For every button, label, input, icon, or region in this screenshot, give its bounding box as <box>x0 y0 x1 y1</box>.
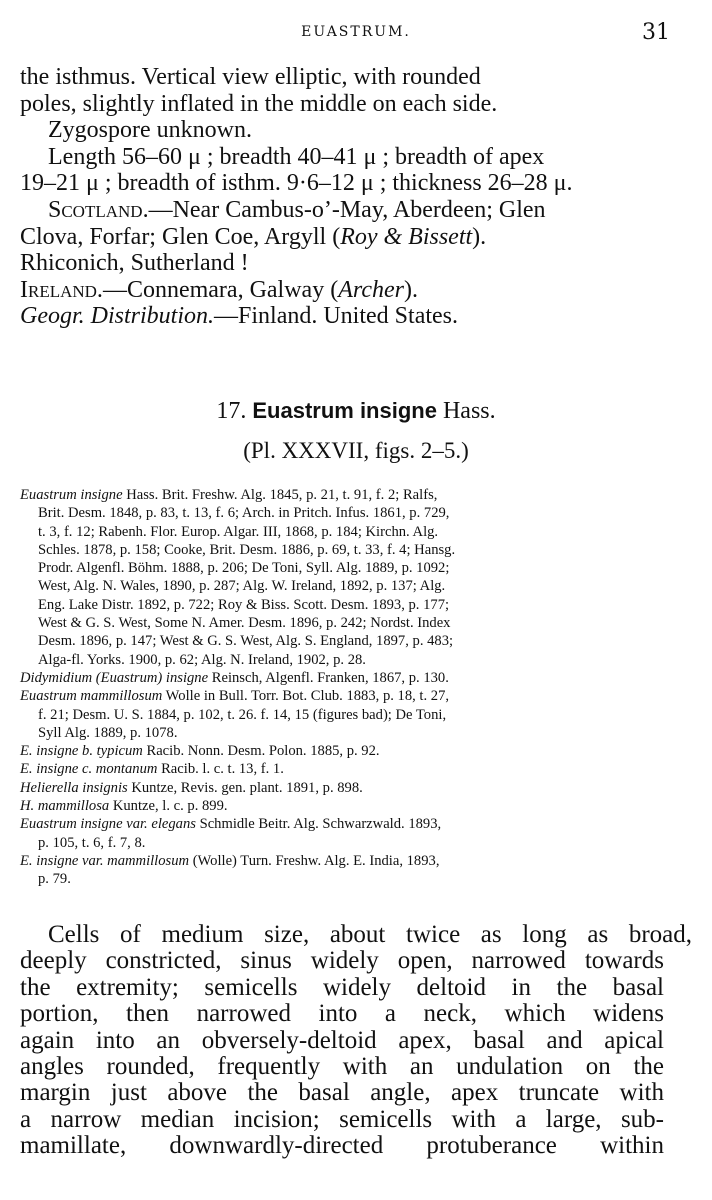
text-line: again into an obversely-deltoid apex, basal and apical <box>20 1026 664 1054</box>
species-name: Euastrum insigne <box>252 398 437 423</box>
text-line: the isthmus. Vertical view elliptic, with rounded <box>20 64 481 90</box>
running-head <box>0 20 712 50</box>
synonym-citation: p. 105, t. 6, f. 7, 8. <box>38 834 146 851</box>
synonym-line <box>20 559 670 577</box>
locality-text: ). <box>472 223 487 250</box>
synonym-line <box>20 834 670 852</box>
synonym-name: E. insigne b. typicum <box>20 743 143 760</box>
synonym-name: Helierella insignis <box>20 779 128 796</box>
locality-ireland <box>20 277 670 304</box>
collector-authority: Roy & Bissett <box>340 223 473 250</box>
text-line: poles, slightly inflated in the middle on each side. <box>20 90 498 117</box>
synonymy-list <box>20 486 670 889</box>
text-line: Zygospore unknown. <box>48 117 252 144</box>
plate-reference: (Pl. XXXVII, figs. 2–5.) <box>243 438 469 463</box>
distribution-text: —Finland. United States. <box>214 303 458 330</box>
synonym-line <box>20 760 670 778</box>
synonym-line <box>20 815 670 833</box>
synonym-citation: p. 79. <box>38 871 71 888</box>
region-label: Scotland. <box>48 196 149 223</box>
synonym-line <box>20 852 670 870</box>
synonym-name: Euastrum insigne var. elegans <box>20 816 196 833</box>
text-line: 19–21 μ ; breadth of isthm. 9·6–12 μ ; thickness 26–28 μ. <box>20 170 573 197</box>
synonym-citation: f. 21; Desm. U. S. 1884, p. 102, t. 26. f. 14, 15 (figures bad); De Toni, <box>38 706 447 723</box>
species-number: 17. <box>216 398 247 424</box>
synonym-citation: Kuntze, l. c. p. 899. <box>109 798 228 815</box>
synonym-citation: Hass. Brit. Freshw. Alg. 1845, p. 21, t. 91, f. 2; Ralfs, <box>122 487 438 503</box>
running-head-title: EUASTRUM. <box>301 24 411 40</box>
synonym-citation: Brit. Desm. 1848, p. 83, t. 13, f. 6; Arch. in Pritch. Infus. 1861, p. 729, <box>38 505 450 522</box>
synonym-line <box>20 577 670 595</box>
synonym-citation: Syll Alg. 1889, p. 1078. <box>38 724 178 741</box>
synonym-line <box>20 504 670 522</box>
region-label: Ireland. <box>20 276 103 303</box>
synonym-name: H. mammillosa <box>20 798 110 815</box>
text-line: deeply constricted, sinus widely open, narrowed towards <box>20 947 664 975</box>
synonym-line <box>20 779 670 797</box>
lead-paragraph <box>20 64 670 330</box>
synonym-citation: Prodr. Algenfl. Böhm. 1888, p. 206; De Toni, Syll. Alg. 1889, p. 1092; <box>38 560 450 577</box>
locality-text: Rhiconich, Sutherland ! <box>20 250 249 277</box>
locality-scotland <box>20 197 670 224</box>
synonym-citation: Eng. Lake Distr. 1892, p. 722; Roy & Biss. Scott. Desm. 1893, p. 177; <box>38 596 450 613</box>
synonym-line <box>20 724 670 742</box>
text-line: mamillate, downwardly-directed protuberance within <box>20 1132 664 1160</box>
synonym-citation: West, Alg. N. Wales, 1890, p. 287; Alg. W. Ireland, 1892, p. 137; Alg. <box>38 578 446 595</box>
synonym-citation: Schles. 1878, p. 158; Cooke, Brit. Desm. 1886, p. 69, t. 33, f. 4; Hansg. <box>38 541 456 558</box>
synonym-line <box>20 870 670 888</box>
synonym-line <box>20 706 670 724</box>
species-heading <box>0 398 712 425</box>
synonym-line <box>20 486 670 504</box>
text-line: the extremity; semicells widely deltoid in the basal <box>20 973 664 1001</box>
synonym-line <box>20 596 670 614</box>
synonym-name: E. insigne c. montanum <box>20 761 158 778</box>
locality-text: ). <box>403 276 418 303</box>
synonym-citation: (Wolle) Turn. Freshw. Alg. E. India, 1893, <box>189 852 440 869</box>
collector-authority: Archer <box>338 276 404 303</box>
text-line: angles rounded, frequently with an undulation on the <box>20 1053 664 1081</box>
synonym-line <box>20 541 670 559</box>
synonym-citation: t. 3, f. 12; Rabenh. Flor. Europ. Algar. III, 1868, p. 184; Kirchn. Alg. <box>38 523 439 540</box>
synonym-citation: Schmidle Beitr. Alg. Schwarzwald. 1893, <box>195 816 442 833</box>
text-line: Cells of medium size, about twice as long as broad, <box>48 921 692 948</box>
synonym-citation: Alga-fl. Yorks. 1900, p. 62; Alg. N. Ireland, 1902, p. 28. <box>38 651 366 668</box>
locality-scotland-cont <box>20 224 670 251</box>
page-number: 31 <box>642 20 670 45</box>
text-line: margin just above the basal angle, apex truncate with <box>20 1079 664 1107</box>
species-author: Hass. <box>442 398 496 424</box>
synonym-line <box>20 742 670 760</box>
synonym-citation: Wolle in Bull. Torr. Bot. Club. 1883, p. 18, t. 27, <box>162 688 450 705</box>
synonym-citation: Racib. Nonn. Desm. Polon. 1885, p. 92. <box>142 743 380 760</box>
synonym-line <box>20 687 670 705</box>
synonym-name: Euastrum mammillosum <box>20 688 163 705</box>
description-paragraph <box>20 921 692 1160</box>
text-line: a narrow median incision; semicells with a large, sub- <box>20 1105 664 1133</box>
synonym-name: Didymidium (Euastrum) insigne <box>20 669 209 686</box>
synonym-line <box>20 614 670 632</box>
distribution-label: Geogr. Distribution. <box>20 303 215 330</box>
synonym-citation: Kuntze, Revis. gen. plant. 1891, p. 898. <box>127 779 363 796</box>
text-line: Length 56–60 μ ; breadth 40–41 μ ; breadth of apex <box>48 143 545 170</box>
synonym-line <box>20 632 670 650</box>
synonym-citation: Desm. 1896, p. 147; West & G. S. West, Alg. S. England, 1897, p. 483; <box>38 633 454 650</box>
geographic-distribution <box>20 303 670 330</box>
synonym-line <box>20 651 670 669</box>
synonym-citation: West & G. S. West, Some N. Amer. Desm. 1896, p. 242; Nordst. Index <box>38 615 451 632</box>
synonym-name: E. insigne var. mammillosum <box>20 852 190 869</box>
synonym-citation: Racib. l. c. t. 13, f. 1. <box>157 761 284 778</box>
locality-text: —Connemara, Galway ( <box>102 276 339 303</box>
locality-text: Clova, Forfar; Glen Coe, Argyll ( <box>20 223 341 250</box>
synonym-citation: Reinsch, Algenfl. Franken, 1867, p. 130. <box>208 669 449 686</box>
synonym-line <box>20 797 670 815</box>
synonym-name: Euastrum insigne <box>20 487 123 503</box>
locality-text: —Near Cambus-o’-May, Aberdeen; Glen <box>148 196 546 223</box>
text-line: portion, then narrowed into a neck, which widens <box>20 1000 664 1028</box>
synonym-line <box>20 669 670 687</box>
synonym-line <box>20 523 670 541</box>
